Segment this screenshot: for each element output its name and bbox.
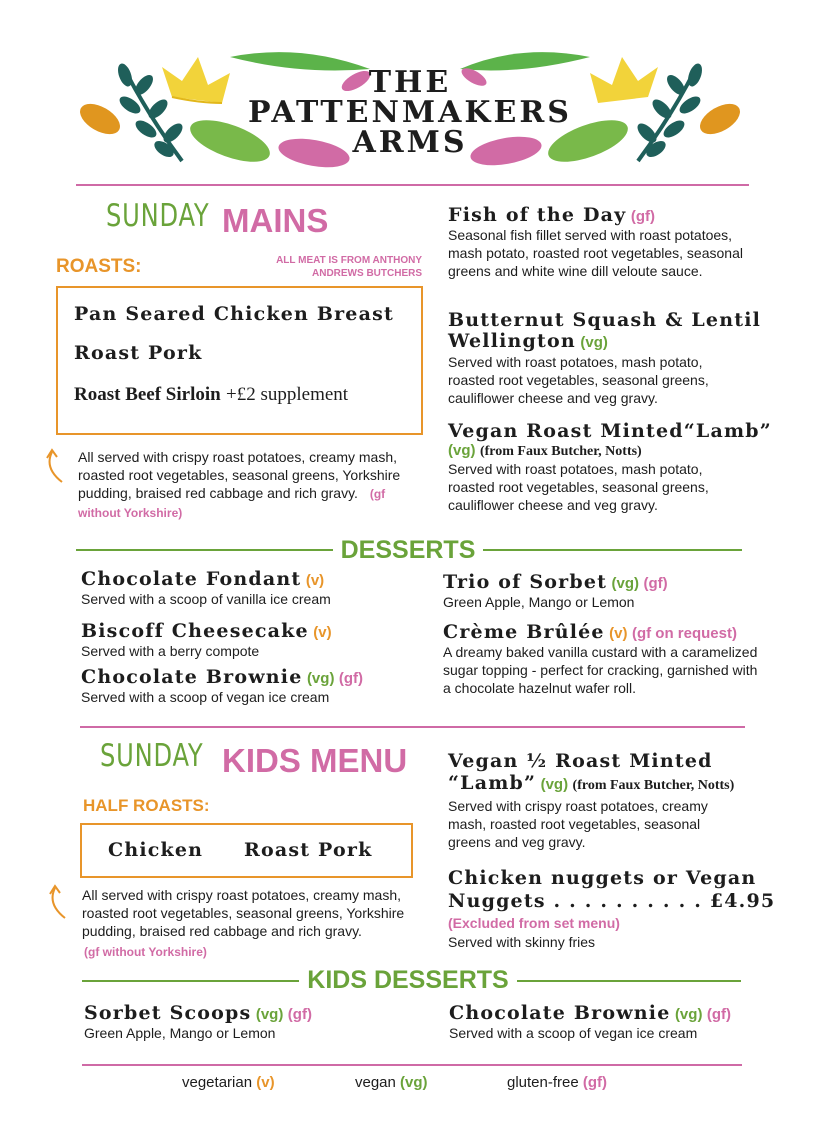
curved-arrow-icon (46, 448, 68, 488)
nuggets-title-line1: Chicken nuggets or Vegan (448, 867, 757, 889)
menu-item-title (449, 1002, 789, 1024)
wellington-tag-vg: (vg) (580, 334, 608, 351)
kids-served-note-gf: (gf without Yorkshire) (84, 945, 207, 959)
mains-served-note (78, 448, 418, 522)
meat-note (240, 254, 422, 280)
legend-gluten-free-label: gluten-free (507, 1074, 579, 1091)
kids-item-vegan-lamb (448, 750, 788, 851)
fish-tag-gf: (gf) (630, 208, 656, 225)
title-the: THE (368, 65, 452, 100)
kids-vegan-desc: Served with crispy roast potatoes, creamy mash, roasted root vegetables, seasonal greens and veg gravy. (448, 798, 708, 850)
wellington-title-line2-row (448, 331, 778, 353)
fish-title: Fish of the Day (448, 204, 627, 226)
kids-sorbet-tag-vg: (vg) (255, 1006, 284, 1023)
sorbet-desc: Green Apple, Mango or Lemon (443, 594, 635, 610)
fondant-desc: Served with a scoop of vanilla ice cream (81, 591, 331, 607)
curved-arrow-icon (49, 884, 71, 924)
menu-item-title (443, 621, 783, 643)
kids-roast-pork: Roast Pork (244, 839, 373, 861)
menu-item-fish (448, 204, 778, 280)
sorbet-title: Trio of Sorbet (443, 571, 608, 593)
kids-vegan-supplier: (from Faux Butcher, Notts) (572, 778, 735, 793)
kids-item-nuggets (448, 867, 788, 951)
vegan-lamb-subline (448, 442, 778, 460)
brownie-tag-vg: (vg) (306, 670, 335, 687)
brownie-desc: Served with a scoop of vegan ice cream (81, 689, 330, 705)
kids-desserts-heading-wrap (0, 966, 816, 995)
desserts-heading-wrap (0, 536, 816, 565)
legend-vegan (355, 1074, 428, 1091)
menu-item-title (448, 204, 778, 226)
meat-note-line2: ANDREWS BUTCHERS (312, 268, 422, 279)
menu-item-title (81, 620, 441, 642)
half-roasts-label: HALF ROASTS: (83, 796, 210, 815)
roast-item-chicken: Pan Seared Chicken Breast (74, 303, 394, 325)
dessert-item-fondant (81, 568, 441, 608)
kids-dessert-brownie (449, 1002, 789, 1042)
vegan-lamb-title: Vegan Roast Minted“Lamb” (448, 420, 772, 442)
menu-item-title (81, 568, 441, 590)
fish-desc: Seasonal fish fillet served with roast potatoes, mash potato, roasted root vegetables, seasonal greens and white wine dill veloute sauce. (448, 227, 743, 279)
legend-vegetarian-label: vegetarian (182, 1074, 253, 1091)
kids-vegan-tag-vg: (vg) (540, 776, 569, 793)
divider (82, 1064, 742, 1066)
wellington-desc: Served with roast potatoes, mash potato, roasted root vegetables, seasonal greens, cauliflower cheese and veg gravy. (448, 354, 709, 406)
kids-sorbet-desc: Green Apple, Mango or Lemon (84, 1025, 276, 1041)
kids-brownie-tag-gf: (gf) (706, 1006, 732, 1023)
legend-vegan-tag: (vg) (400, 1074, 428, 1091)
kids-vegan-title-line2-row (448, 772, 788, 797)
dessert-item-sorbet (443, 571, 783, 611)
mains-served-note-text: All served with crispy roast potatoes, creamy mash, roasted root vegetables, seasonal greens, Yorkshire pudding, braised red cabbage and rich gravy. (78, 449, 401, 501)
header-logo (70, 45, 750, 170)
desserts-heading: DESSERTS (333, 536, 484, 564)
vegan-lamb-supplier: (from Faux Butcher, Notts) (479, 444, 642, 459)
nuggets-desc: Served with skinny fries (448, 934, 596, 950)
fondant-title: Chocolate Fondant (81, 568, 302, 590)
cheesecake-desc: Served with a berry compote (81, 643, 260, 659)
mains-served-note-gf: (gf without Yorkshire) (78, 487, 386, 520)
brulee-desc: A dreamy baked vanilla custard with a caramelized sugar topping - perfect for cracking, garnished with a chocolate hazelnut wafer roll. (443, 644, 758, 696)
kids-desserts-heading: KIDS DESSERTS (299, 966, 516, 994)
title-arms: ARMS (352, 125, 468, 160)
fondant-tag-v: (v) (305, 572, 325, 589)
mains-sunday-label: SUNDAY (106, 198, 210, 234)
divider (76, 184, 749, 186)
roast-item-pork: Roast Pork (74, 342, 203, 364)
mains-heading: MAINS (222, 202, 329, 239)
legend-vegetarian (182, 1074, 275, 1091)
kids-roast-chicken: Chicken (108, 839, 204, 861)
menu-item-title (84, 1002, 424, 1024)
brownie-tag-gf: (gf) (338, 670, 364, 687)
kids-sunday-label: SUNDAY (100, 738, 204, 774)
dessert-item-creme-brulee (443, 621, 783, 697)
roast-item-beef-supplement: +£2 supplement (226, 384, 349, 405)
brownie-title: Chocolate Brownie (81, 666, 303, 688)
roast-item-beef-title: Roast Beef Sirloin (74, 384, 221, 405)
dessert-item-cheesecake (81, 620, 441, 660)
kids-brownie-title: Chocolate Brownie (449, 1002, 671, 1024)
dessert-item-brownie (81, 666, 441, 706)
cheesecake-title: Biscoff Cheesecake (81, 620, 309, 642)
legend-gluten-free-tag: (gf) (582, 1074, 608, 1091)
legend-vegan-label: vegan (355, 1074, 396, 1091)
kids-brownie-tag-vg: (vg) (674, 1006, 703, 1023)
wellington-title-line2: Wellington (448, 330, 576, 352)
title-pattenmakers: PATTENMAKERS (248, 95, 572, 130)
legend-gluten-free (507, 1074, 607, 1091)
brulee-tag-gf: (gf on request) (631, 625, 737, 642)
roasts-label: ROASTS: (56, 256, 142, 277)
kids-vegan-title-line1: Vegan ½ Roast Minted (448, 750, 713, 772)
nuggets-title-line2: Nuggets . . . . . . . . . . £4.95 (448, 890, 776, 912)
roast-item-beef (74, 384, 348, 406)
kids-vegan-title-line2: “Lamb” (448, 772, 537, 794)
meat-note-line1: ALL MEAT IS FROM ANTHONY (276, 255, 422, 266)
cheesecake-tag-v: (v) (313, 624, 332, 641)
brulee-title: Crème Brûlée (443, 621, 605, 643)
menu-item-wellington (448, 310, 778, 407)
menu-item-vegan-lamb (448, 420, 778, 514)
vegan-lamb-tag-vg: (vg) (448, 442, 476, 459)
kids-brownie-desc: Served with a scoop of vegan ice cream (449, 1025, 698, 1041)
sorbet-tag-vg: (vg) (611, 575, 640, 592)
nuggets-excluded: (Excluded from set menu) (448, 915, 620, 931)
kids-sorbet-title: Sorbet Scoops (84, 1002, 252, 1024)
divider (80, 726, 745, 728)
kids-sorbet-tag-gf: (gf) (287, 1006, 312, 1023)
kids-heading: KIDS MENU (222, 742, 408, 779)
menu-item-title (443, 571, 783, 593)
kids-dessert-sorbet (84, 1002, 424, 1042)
legend-vegetarian-tag: (v) (256, 1074, 275, 1091)
vegan-lamb-desc: Served with roast potatoes, mash potato, roasted root vegetables, seasonal greens, cauliflower cheese and veg gravy. (448, 461, 709, 513)
kids-served-note: All served with crispy roast potatoes, creamy mash, roasted root vegetables, seasonal greens, Yorkshire pudding, braised red cabbage and rich gravy. (82, 887, 405, 939)
sorbet-tag-gf: (gf) (643, 575, 668, 592)
brulee-tag-v: (v) (609, 625, 628, 642)
menu-item-title (81, 666, 441, 688)
wellington-title-line1: Butternut Squash & Lentil (448, 309, 762, 331)
